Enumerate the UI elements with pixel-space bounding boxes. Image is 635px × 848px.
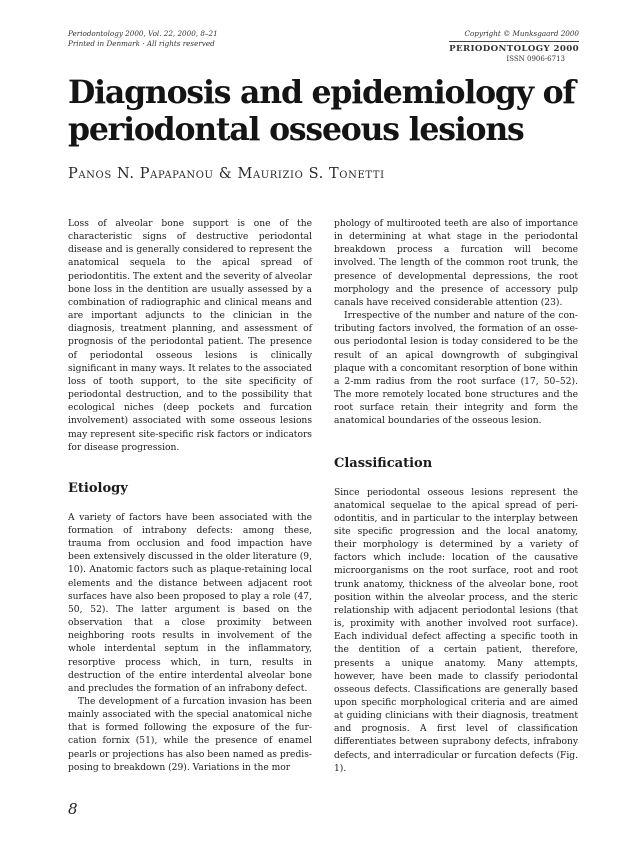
header-rule [449, 41, 579, 42]
section-heading-etiology: Etiology [68, 480, 128, 496]
article-authors: Panos N. Papapanou & Maurizio S. Tonetti [68, 166, 385, 182]
print-notice: Printed in Denmark · All rights reserved [68, 38, 215, 48]
journal-name: PERIODONTOLOGY 2000 [449, 43, 579, 54]
section-heading-classification: Classification [334, 455, 433, 471]
body-paragraph-continued: phology of multirooted teeth are also of importance in determining at what stage in the periodontal breakdown process a furcation will become involved. The length of the common root trunk, the presence of developmental depressions, the root morphology and the presence of accessory pulp canals have received considerable attention (23). [334, 219, 578, 308]
body-paragraph-2: Irrespective of the number and nature of the contributing factors involved, the formation of an osseous periodontal lesion is today considered to be the result of an apical downgrowth of subgingival plaque with a concomitant resorption of bone within a 2-mm radius from the root surface (17, 50–52). The more remotely located bone structures and the root surface retain their integrity and form the anatomical boundaries of the osseous lesion. [334, 311, 578, 427]
running-header-right [449, 29, 579, 64]
issn: ISSN 0906-6713 [506, 54, 565, 63]
article-title: Diagnosis and epidemiology of periodontal osseous lesions [68, 74, 575, 148]
classification-paragraph: Since periodontal osseous lesions represent the anatomical sequelae to the apical spread of periodontitis, and in particular to the interplay between site specific progression and the local anatomy, their morphology is determined by a variety of factors which include: location of the causative microorganisms on the root surface, root and root trunk anatomy, thickness of the alveolar bone, root position within the alveolar process, and the steric relationship with adjacent periodontal lesions (that is, proximity with another involved root surface). Each individual defect affecting a specific tooth in the dentition of a certain patient, therefore, presents a unique anatomy. Many attempts, however, have been made to classify periodontal osseous defects. Classifications are generally based upon specific morphological criteria and are aimed at guiding clinicians with their diagnosis, treatment and prognosis. A first level of classification differentiates between suprabony defects, infrabony defects, and interradicular or furcation defects (Fig. 1). [334, 487, 578, 774]
right-column [334, 218, 578, 776]
running-header-left [68, 29, 218, 48]
copyright-line: Copyright © Munksgaard 2000 [464, 29, 579, 38]
left-column [68, 218, 312, 775]
etiology-paragraph-1: A variety of factors have been associated with the formation of intrabony defects: among these, trauma from occlusion and food impaction have been extensively discussed in the older literature (9, 10). Anatomic factors such as plaque-retaining local elements and the distance between adjacent root surfaces have also been proposed to play a role (47, 50, 52). The latter argument is based on the observation that a close proximity between neighboring roots results in involvement of the whole interdental septum in the inflammatory, resorptive process which, in turn, results in destruction of the entire interdental alveolar bone and precludes the formation of an infrabony defect. [68, 512, 312, 694]
etiology-paragraph-2: The development of a furcation invasion has been mainly associated with the special anatomical niche that is formed following the exposure of the furcation fornix (51), while the presence of enamel pearls or projections has also been named as predisposing to breakdown (29). Variations in the mor [68, 697, 312, 773]
page-number: 8 [68, 800, 78, 818]
journal-citation: Periodontology 2000, Vol. 22, 2000, 8–21 [68, 29, 218, 38]
intro-paragraph: Loss of alveolar bone support is one of the characteristic signs of destructive periodontal disease and is generally considered to represent the anatomical sequela to the apical spread of periodontitis. The extent and the severity of alveolar bone loss in the dentition are usually assessed by a combination of radiographic and clinical means and are important adjuncts to the clinician in the diagnosis, treatment planning, and assessment of prognosis of the periodontal patient. The presence of periodontal osseous lesions is clinically significant in many ways. It relates to the associated loss of tooth support, to the site specificity of periodontal destruction, and to the possibility that ecological niches (deep pockets and furcation involvement) associated with some osseous lesions may represent site-specific risk factors or indicators for disease progression. [68, 219, 312, 453]
